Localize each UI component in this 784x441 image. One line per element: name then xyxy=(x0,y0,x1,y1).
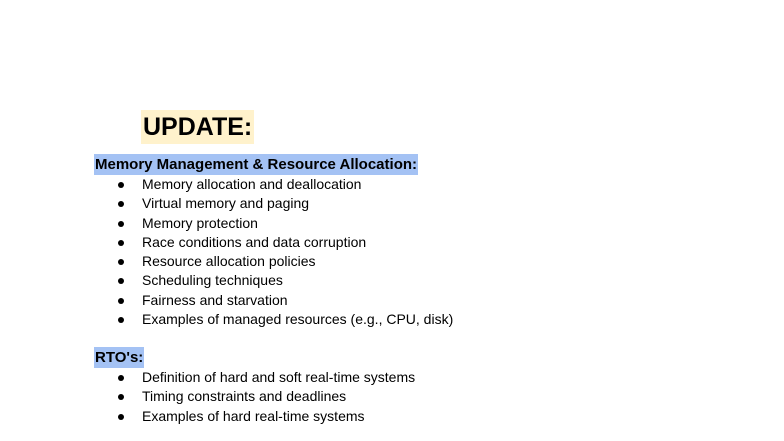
bullet-icon xyxy=(118,278,124,284)
list-item-text: Race conditions and data corruption xyxy=(142,233,367,250)
list-item-text: Examples of managed resources (e.g., CPU, disk) xyxy=(142,311,454,328)
bullet-icon xyxy=(118,298,124,304)
bullet-icon xyxy=(118,221,124,227)
list-item-text: Scheduling techniques xyxy=(142,272,283,289)
bullet-icon xyxy=(118,240,124,246)
list-item-text: Memory protection xyxy=(142,214,258,231)
bullet-icon xyxy=(118,414,124,420)
list-item-text: Memory allocation and deallocation xyxy=(142,176,362,192)
list-item-text: Virtual memory and paging xyxy=(142,195,310,212)
list-item-text: Definition of hard and soft real-time systems xyxy=(142,369,416,385)
bullet-icon xyxy=(118,259,124,265)
update-title: UPDATE: xyxy=(141,110,254,144)
bullet-icon xyxy=(118,201,124,207)
bullet-icon xyxy=(118,317,124,323)
bullet-icon xyxy=(118,182,124,188)
list-item-text: Timing constraints and deadlines xyxy=(142,388,347,405)
bullet-icon xyxy=(118,375,124,381)
list-item-text: Fairness and starvation xyxy=(142,291,288,308)
list-item-text: Resource allocation policies xyxy=(142,253,316,270)
list-item-text: Examples of hard real-time systems xyxy=(142,407,365,424)
section-heading-rtos: RTO's: xyxy=(95,349,144,366)
bullet-icon xyxy=(118,394,124,400)
section-heading-memory-management: Memory Management & Resource Allocation: xyxy=(95,156,418,173)
